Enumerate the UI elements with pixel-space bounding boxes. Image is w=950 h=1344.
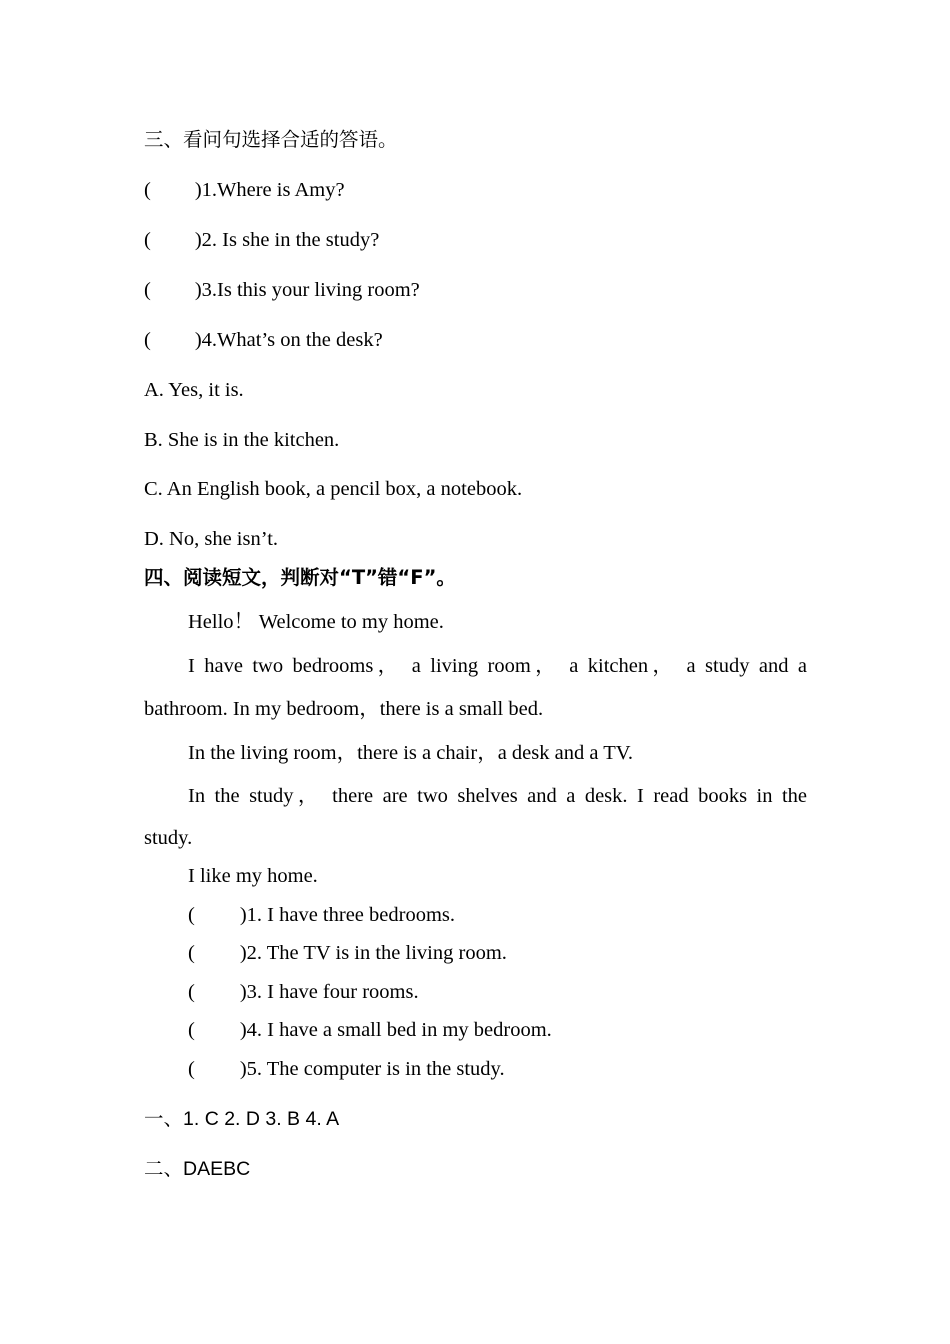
passage-paragraph-4-line-1: In the study， there are two shelves and a desk. I read books in the [188,785,807,807]
answer-blank-close: ) [194,179,202,201]
statement-2 [188,941,507,965]
question-2 [144,228,379,252]
passage-paragraph-2-line-2: bathroom. In my bedroom，there is a small bed. [144,698,544,720]
answer-key-1-prefix: 一、 [144,1107,184,1130]
statement-3 [188,980,419,1004]
section-4-heading: 四、阅读短文，判断对“T”错“F”。 [144,566,456,589]
statement-text: 2. The TV is in the living room. [246,942,507,964]
answer-key-2 [144,1157,250,1181]
answer-blank-open: ( [144,179,151,201]
answer-blank-open: ( [188,904,195,926]
option-d: D. No, she isn’t. [144,528,279,550]
question-3 [144,278,420,302]
answer-blank-open: ( [188,981,195,1003]
statement-text: 5. The computer is in the study. [246,1058,505,1080]
answer-key-1-text: 1. C 2. D 3. B 4. A [183,1108,340,1130]
statement-text: 3. I have four rooms. [246,981,419,1003]
answer-blank-close: ) [239,981,247,1003]
statement-text: 1. I have three bedrooms. [246,904,455,926]
statement-1 [188,903,455,927]
question-4 [144,328,383,352]
answer-key-2-text: DAEBC [183,1158,251,1180]
statement-4 [188,1018,552,1042]
passage-paragraph-5: I like my home. [188,865,318,887]
answer-key-1 [144,1107,339,1131]
question-1 [144,178,345,202]
answer-blank-open: ( [144,329,151,351]
answer-blank-open: ( [188,942,195,964]
option-b: B. She is in the kitchen. [144,429,340,451]
answer-blank-close: ) [194,329,202,351]
option-a: A. Yes, it is. [144,379,244,401]
question-text: 4.What’s on the desk? [201,329,383,351]
answer-key-2-prefix: 二、 [144,1157,184,1180]
answer-blank-close: ) [239,1058,247,1080]
answer-blank-close: ) [239,1019,247,1041]
passage-greeting: Hello！ Welcome to my home. [188,611,444,633]
question-text: 3.Is this your living room? [201,279,420,301]
answer-blank-open: ( [144,229,151,251]
passage-paragraph-3: In the living room，there is a chair，a desk and a TV. [188,742,634,764]
answer-blank-close: ) [194,229,202,251]
passage-paragraph-4-line-2: study. [144,827,193,849]
answer-blank-close: ) [194,279,202,301]
statement-5 [188,1057,505,1081]
answer-blank-open: ( [188,1019,195,1041]
passage-paragraph-2-line-1: I have two bedrooms， a living room， a kitchen， a study and a [188,655,807,677]
question-text: 1.Where is Amy? [201,179,345,201]
option-c: C. An English book, a pencil box, a notebook. [144,478,523,500]
question-text: 2. Is she in the study? [201,229,380,251]
answer-blank-open: ( [144,279,151,301]
statement-text: 4. I have a small bed in my bedroom. [246,1019,552,1041]
section-3-heading: 三、看问句选择合适的答语。 [144,128,398,151]
answer-blank-open: ( [188,1058,195,1080]
answer-blank-close: ) [239,904,247,926]
answer-blank-close: ) [239,942,247,964]
